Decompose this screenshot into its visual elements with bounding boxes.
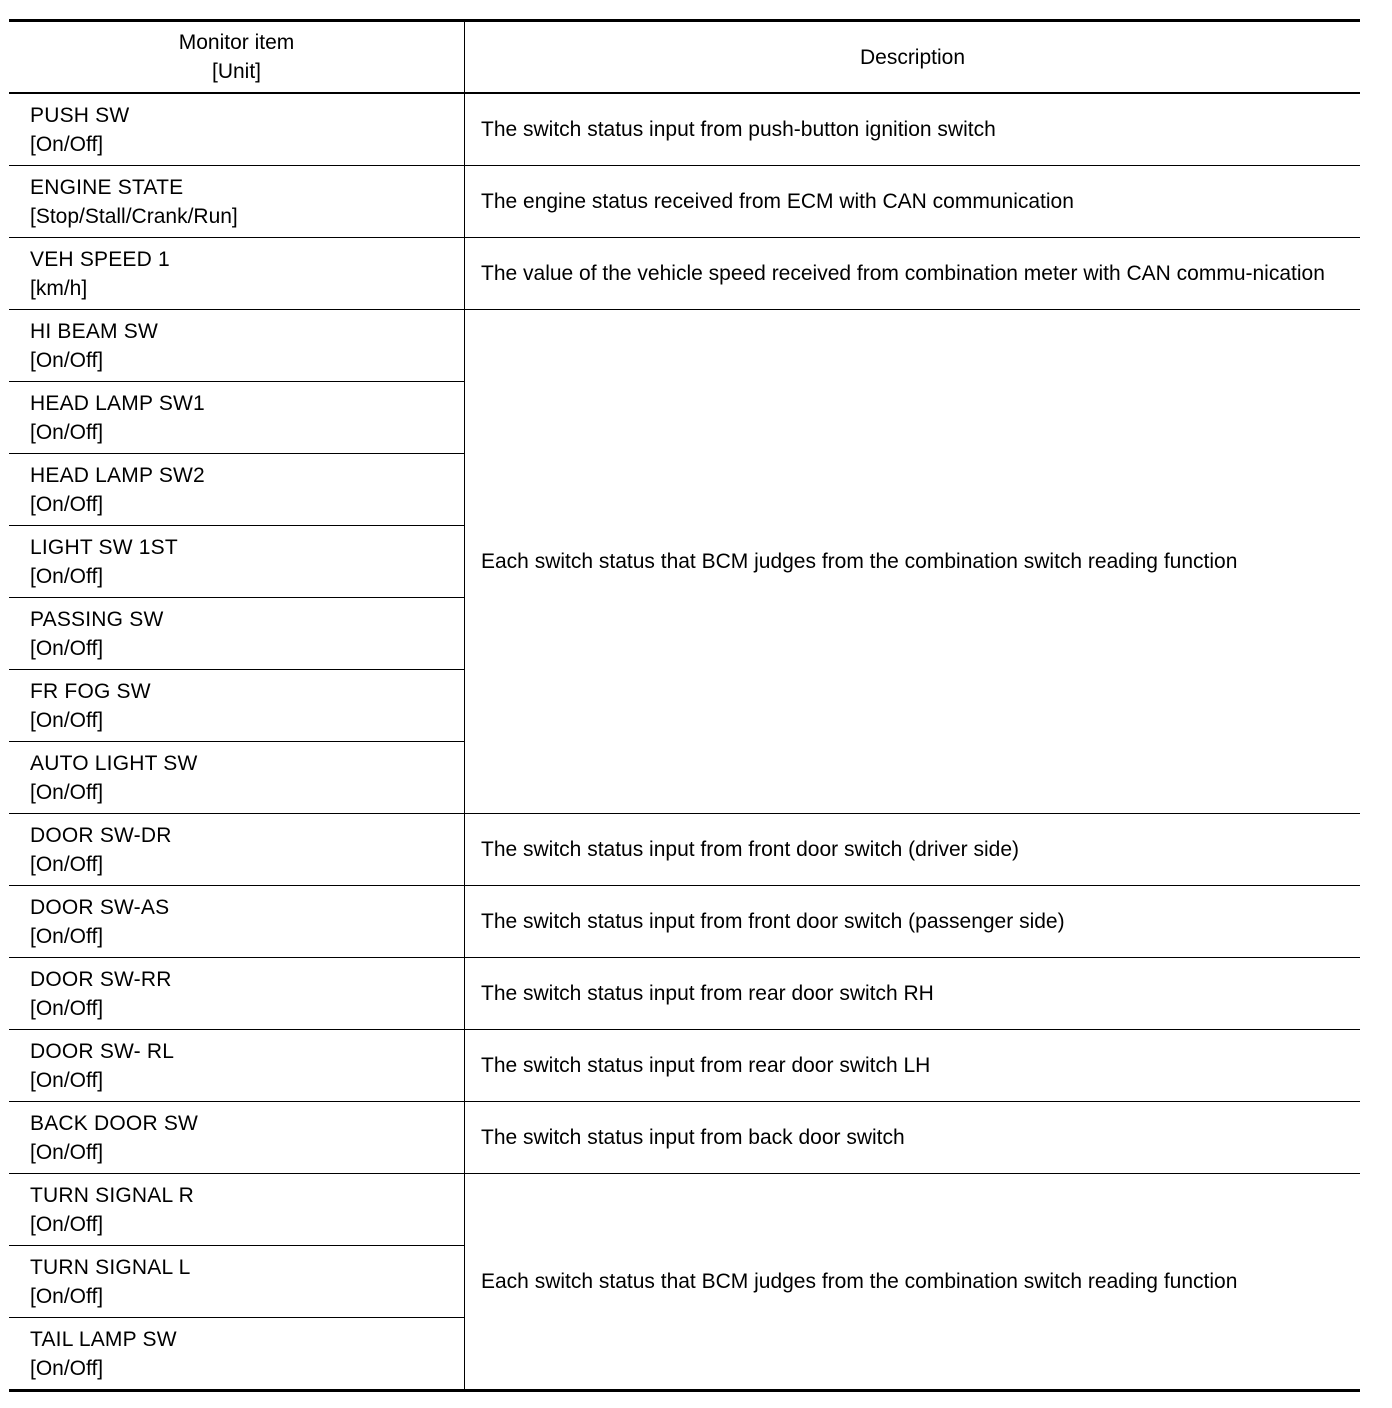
item-unit: [Stop/Stall/Crank/Run] [30,204,238,228]
item-name: BACK DOOR SW [30,1111,199,1135]
monitor-item-cell [9,1030,465,1102]
item-unit: [On/Off] [30,708,104,732]
table-row [9,1102,1360,1174]
item-unit: [On/Off] [30,636,104,660]
table-row [9,958,1360,1030]
monitor-item-cell [9,670,465,742]
monitor-item-cell [9,1174,465,1246]
description-cell: The engine status received from ECM with CAN communication [465,166,1361,238]
table-row [9,238,1360,310]
item-name: DOOR SW- RL [30,1039,175,1063]
monitor-item-cell [9,382,465,454]
monitor-item-cell [9,886,465,958]
description-cell: The switch status input from front door switch (driver side) [465,814,1361,886]
item-unit: [On/Off] [30,780,104,804]
header-description: Description [465,21,1361,94]
item-unit: [On/Off] [30,492,104,516]
item-name: ENGINE STATE [30,175,184,199]
monitor-item-cell [9,310,465,382]
header-monitor-item-label: Monitor item [178,31,295,54]
monitor-item-cell [9,814,465,886]
description-cell-merged: Each switch status that BCM judges from the combination switch reading function [465,310,1361,814]
item-name: LIGHT SW 1ST [30,535,178,559]
monitor-item-cell [9,1246,465,1318]
item-unit: [On/Off] [30,1140,104,1164]
monitor-item-cell [9,742,465,814]
description-cell: The switch status input from rear door switch RH [465,958,1361,1030]
table-header-row [9,21,1360,94]
description-cell: The switch status input from back door switch [465,1102,1361,1174]
description-cell: The value of the vehicle speed received from combination meter with CAN commu-nication [465,238,1361,310]
item-name: TAIL LAMP SW [30,1327,177,1351]
item-name: HI BEAM SW [30,319,159,343]
item-name: DOOR SW-AS [30,895,170,919]
item-name: DOOR SW-DR [30,823,172,847]
item-name: DOOR SW-RR [30,967,172,991]
item-unit: [km/h] [30,276,88,300]
item-name: TURN SIGNAL R [30,1183,195,1207]
description-cell: The switch status input from push-button ignition switch [481,118,996,141]
monitor-item-cell [9,238,465,310]
description-cell-merged: Each switch status that BCM judges from the combination switch reading function [465,1174,1361,1391]
item-unit: [On/Off] [30,1356,104,1380]
monitor-item-cell [9,454,465,526]
header-unit-label: [Unit] [211,60,261,83]
table-row [9,1030,1360,1102]
table-row [9,166,1360,238]
item-name: AUTO LIGHT SW [30,751,198,775]
item-name: HEAD LAMP SW1 [30,391,205,415]
description-cell: The switch status input from front door switch (passenger side) [465,886,1361,958]
description-cell: The switch status input from rear door switch LH [465,1030,1361,1102]
item-name: PASSING SW [30,607,164,631]
table-row [9,814,1360,886]
table-row [9,886,1360,958]
item-unit: [On/Off] [30,1212,104,1236]
item-name: HEAD LAMP SW2 [30,463,205,487]
monitor-item-cell [9,1102,465,1174]
table-row [9,93,1360,166]
item-unit: [On/Off] [30,132,104,156]
table-row [9,1174,1360,1246]
item-unit: [On/Off] [30,564,104,588]
monitor-item-table [9,19,1360,1392]
monitor-item-cell [9,598,465,670]
item-unit: [On/Off] [30,420,104,444]
monitor-item-cell [9,526,465,598]
monitor-item-cell [9,1318,465,1391]
table-row [9,310,1360,382]
monitor-item-cell [9,166,465,238]
monitor-item-cell [9,93,465,166]
item-unit: [On/Off] [30,1068,104,1092]
item-name: VEH SPEED 1 [30,247,170,271]
item-unit: [On/Off] [30,348,104,372]
item-name: PUSH SW [30,103,130,127]
item-unit: [On/Off] [30,996,104,1020]
monitor-item-cell [9,958,465,1030]
header-monitor-item [9,21,465,94]
item-unit: [On/Off] [30,1284,104,1308]
item-name: TURN SIGNAL L [30,1255,191,1279]
item-unit: [On/Off] [30,924,104,948]
item-name: FR FOG SW [30,679,151,703]
item-unit: [On/Off] [30,852,104,876]
